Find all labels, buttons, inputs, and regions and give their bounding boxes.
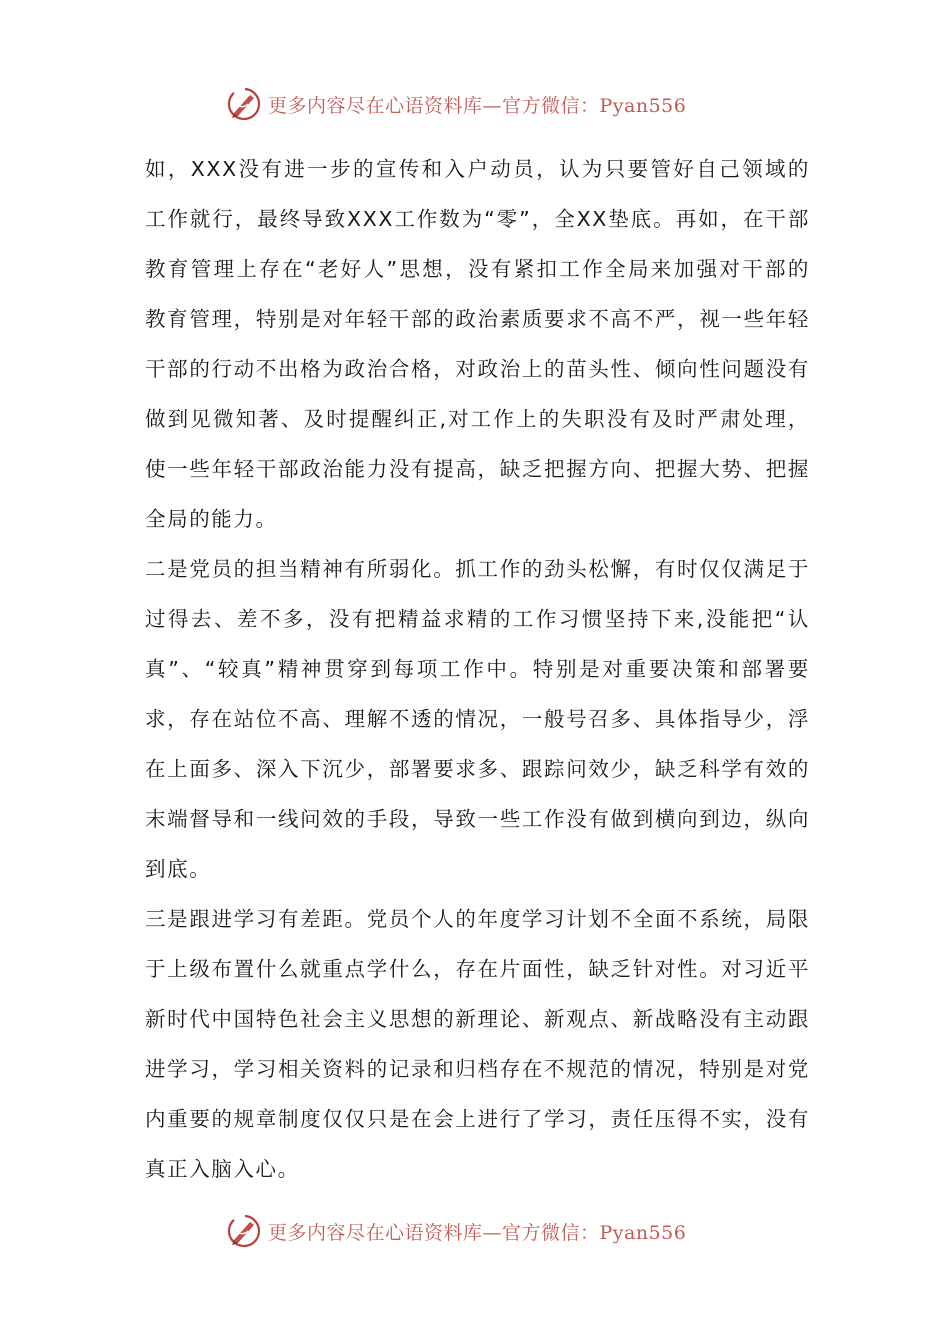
- paragraph: 二是党员的担当精神有所弱化。抓工作的劲头松懈，有时仅仅满足于过得去、差不多，没有把精益求精的工作习惯坚持下来,没能把“认真”、“较真”精神贯穿到每项工作中。特别是对重要决策和部署要求，存在站位不高、理解不透的情况，一般号召多、具体指导少，浮在上面多、深入下沉少，部署要求多、跟踪问效少，缺乏科学有效的末端督导和一线问效的手段，导致一些工作没有做到横向到边，纵向到底。: [145, 557, 810, 881]
- paragraph: 如，XXX没有进一步的宣传和入户动员，认为只要管好自己领域的工作就行，最终导致XXX工作数为“零”，全XX垫底。再如，在干部教育管理上存在“老好人”思想，没有紧扣工作全局来加强对干部的教育管理，特别是对年轻干部的政治素质要求不高不严，视一些年轻干部的行动不出格为政治合格，对政治上的苗头性、倾向性问题没有做到见微知著、及时提醒纠正,对工作上的失职没有及时严肃处理，使一些年轻干部政治能力没有提高，缺乏把握方向、把握大势、把握全局的能力。: [145, 157, 810, 531]
- paragraph: 三是跟进学习有差距。党员个人的年度学习计划不全面不系统，局限于上级布置什么就重点学什么，存在片面性，缺乏针对性。对习近平新时代中国特色社会主义思想的新理论、新观点、新战略没有主动跟进学习，学习相关资料的记录和归档存在不规范的情况，特别是对党内重要的规章制度仅仅只是在会上进行了学习，责任压得不实，没有真正入脑入心。: [145, 907, 810, 1181]
- banner-text: 更多内容尽在心语资料库—官方微信：Pyan556: [268, 1221, 687, 1244]
- pen-logo-icon: [226, 1213, 262, 1249]
- document-body: [145, 144, 810, 1194]
- pen-logo-icon: [226, 86, 262, 122]
- banner-text: 更多内容尽在心语资料库—官方微信：Pyan556: [268, 94, 687, 117]
- footer-banner: [226, 1211, 746, 1251]
- header-banner: [226, 84, 746, 124]
